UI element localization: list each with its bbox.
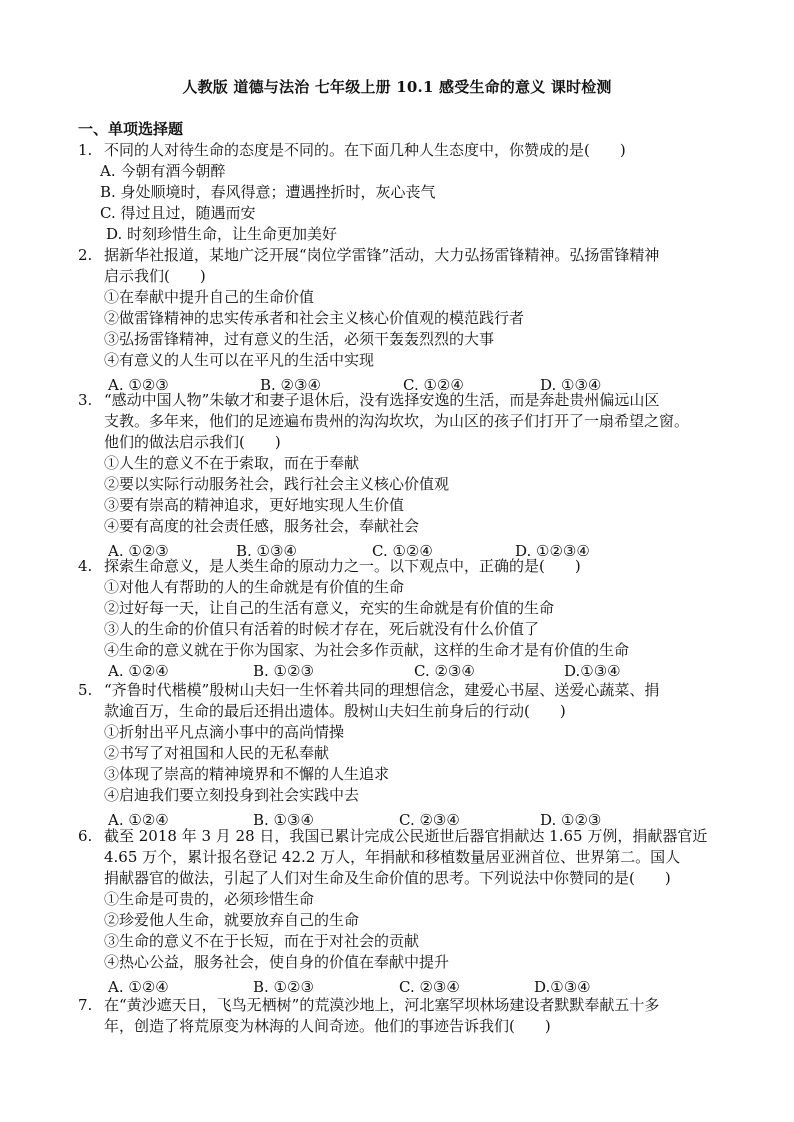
question-stem-line: 年，创造了将荒原变为林海的人间奇迹。他们的事迹告诉我们( ) — [104, 1017, 551, 1035]
choice-d: D. ①②③④ — [515, 542, 590, 560]
statement-1: ①生命是可贵的，必须珍惜生命 — [104, 890, 315, 908]
question-stem-line: 在“黄沙遮天日，飞鸟无栖树”的荒漠沙地上，河北塞罕坝林场建设者默默奉献五十多 — [104, 996, 660, 1014]
choice-d: D.①③④ — [534, 978, 591, 996]
statement-4: ④启迪我们要立刻投身到社会实践中去 — [104, 786, 360, 804]
question-stem-line: 支教。多年来，他们的足迹遍布贵州的沟沟坎坎，为山区的孩子们打开了一扇希望之窗。 — [104, 412, 690, 430]
statement-3: ③人的生命的价值只有活着的时候才存在，死后就没有什么价值了 — [104, 620, 540, 638]
question-stem-line: 启示我们( ) — [104, 267, 206, 285]
question-number: 7. — [78, 996, 93, 1014]
question-7 — [78, 995, 734, 1037]
statement-2: ②书写了对祖国和人民的无私奉献 — [104, 744, 330, 762]
question-5 — [78, 680, 734, 831]
question-stem-line: 探索生命意义，是人类生命的原动力之一。以下观点中，正确的是( ) — [104, 557, 581, 575]
choice-b: B. ①②③ — [253, 978, 314, 996]
statement-1: ①对他人有帮助的人的生命就是有价值的生命 — [104, 578, 405, 596]
question-stem-line: “感动中国人物”朱敏才和妻子退休后，没有选择安逸的生活，而是奔赴贵州偏远山区 — [104, 391, 660, 409]
question-stem-line: “齐鲁时代楷模”殷树山夫妇一生怀着共同的理想信念，建爱心书屋、送爱心蔬菜、捐 — [104, 681, 660, 699]
choice-d: D. ①③④ — [540, 376, 602, 394]
choice-c: C. ①②④ — [403, 376, 464, 394]
choice-b: B. ①②③ — [253, 662, 314, 680]
statement-1: ①折射出平凡点滴小事中的高尚情操 — [104, 723, 345, 741]
question-stem-line: 截至 2018 年 3 月 28 日，我国已累计完成公民逝世后器官捐献达 1.65 万例，捐献器官近 — [104, 827, 708, 845]
page-title: 人教版 道德与法治 七年级上册 10.1 感受生命的意义 课时检测 — [182, 78, 612, 96]
statement-3: ③生命的意义不在于长短，而在于对社会的贡献 — [104, 932, 420, 950]
question-number: 2. — [78, 246, 93, 264]
question-4 — [78, 556, 734, 682]
question-number: 4. — [78, 557, 93, 575]
statement-2: ②珍爱他人生命，就要放弃自己的生命 — [104, 911, 360, 929]
statement-3: ③要有崇高的精神追求，更好地实现人生价值 — [104, 496, 405, 514]
statement-1: ①在奉献中提升自己的生命价值 — [104, 288, 315, 306]
question-number: 5. — [78, 681, 93, 699]
question-stem-line: 款逾百万，生命的最后还捐出遗体。殷树山夫妇生前身后的行动( ) — [104, 702, 566, 720]
statement-2: ②做雷锋精神的忠实传承者和社会主义核心价值观的模范践行者 — [104, 309, 525, 327]
statement-4: ④有意义的人生可以在平凡的生活中实现 — [104, 351, 375, 369]
choice-row — [108, 661, 734, 682]
question-2 — [78, 245, 734, 396]
question-stem-line: 据新华社报道，某地广泛开展“岗位学雷锋”活动，大力弘扬雷锋精神。弘扬雷锋精神 — [104, 246, 660, 264]
choice-a: A. ①②④ — [108, 978, 169, 996]
statement-2: ②要以实际行动服务社会，践行社会主义核心价值观 — [104, 475, 450, 493]
question-stem: 不同的人对待生命的态度是不同的。在下面几种人生态度中，你赞成的是( ) — [104, 141, 626, 159]
question-6 — [78, 826, 734, 998]
statement-4: ④热心公益，服务社会，使自身的价值在奉献中提升 — [104, 953, 450, 971]
question-stem-line: 4.65 万个，累计报名登记 42.2 万人，年捐献和移植数量居亚洲首位、世界第二。国人 — [104, 848, 681, 866]
statement-3: ③弘扬雷锋精神，过有意义的生活，必须干轰轰烈烈的大事 — [104, 330, 495, 348]
question-number: 3. — [78, 391, 93, 409]
option-d: D. 时刻珍惜生命，让生命更加美好 — [106, 225, 338, 243]
statement-4: ④生命的意义就在于你为国家、为社会多作贡献，这样的生命才是有价值的生命 — [104, 641, 630, 659]
choice-c: C. ①②④ — [372, 542, 433, 560]
statement-2: ②过好每一天，让自己的生活有意义，充实的生命就是有价值的生命 — [104, 599, 555, 617]
question-number: 6. — [78, 827, 93, 845]
choice-c: C. ②③④ — [414, 662, 475, 680]
section-heading: 一、单项选择题 — [78, 120, 184, 138]
question-3 — [78, 390, 734, 562]
statement-3: ③体现了崇高的精神境界和不懈的人生追求 — [104, 765, 390, 783]
question-1 — [78, 140, 734, 245]
choice-d: D.①③④ — [564, 662, 621, 680]
choice-b: B. ①③④ — [253, 811, 314, 829]
statement-4: ④要有高度的社会责任感，服务社会，奉献社会 — [104, 517, 420, 535]
choice-a: A. ①②④ — [108, 811, 169, 829]
question-number: 1. — [78, 141, 93, 159]
choice-c: C. ②③④ — [399, 811, 460, 829]
option-a: A. 今朝有酒今朝醉 — [100, 162, 226, 180]
choice-a: A. ①②④ — [108, 662, 169, 680]
choice-b: B. ②③④ — [260, 376, 321, 394]
question-stem-line: 他们的做法启示我们( ) — [104, 433, 281, 451]
choice-a: A. ①②③ — [108, 376, 169, 394]
question-stem-line: 捐献器官的做法，引起了人们对生命及生命价值的思考。下列说法中你赞同的是( ) — [104, 869, 671, 887]
choice-c: C. ②③④ — [399, 978, 460, 996]
choice-a: A. ①②③ — [108, 542, 169, 560]
option-b: B. 身处顺境时，春风得意；遭遇挫折时，灰心丧气 — [100, 183, 436, 201]
choice-b: B. ①③④ — [236, 542, 297, 560]
choice-d: D. ①②③ — [540, 811, 602, 829]
statement-1: ①人生的意义不在于索取，而在于奉献 — [104, 454, 360, 472]
option-c: C. 得过且过，随遇而安 — [100, 204, 256, 222]
